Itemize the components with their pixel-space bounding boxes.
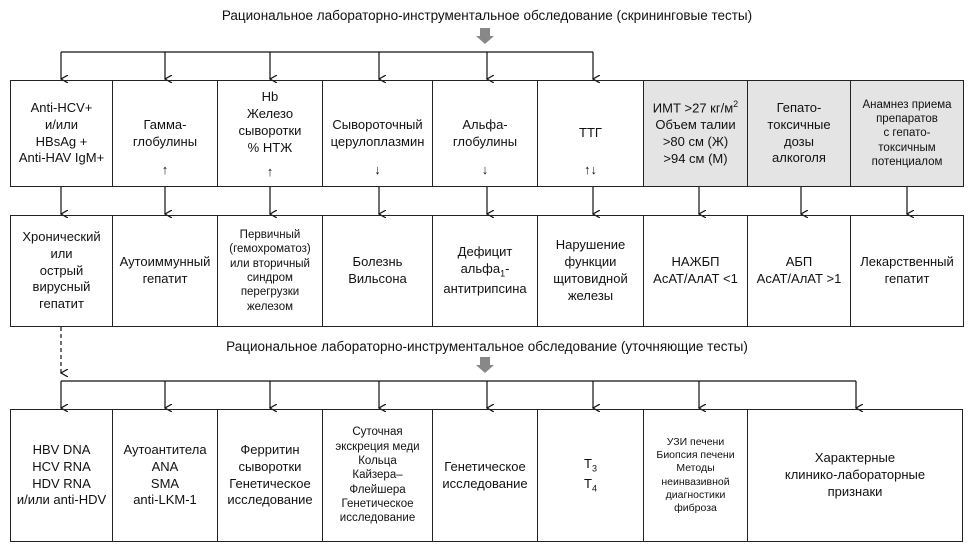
screening-test-label: Сывороточный церулоплазмин [330,116,425,149]
up-down-arrow-icon: ↑↓ [584,162,597,178]
increase-arrow-icon: ↑ [266,164,274,180]
increase-arrow-icon: ↑ [161,162,169,178]
clarifying-tests-row [10,409,963,542]
diagnosis-drug-induced-hepatitis: Лекарственный гепатит [850,215,964,327]
screening-title: Рациональное лабораторно-инструментальное обследование (скрининговые тесты) [221,8,753,23]
screening-test-alcohol: Гепато- токсичные дозы алкоголя [747,80,851,187]
clarifying-test-thyroid-hormones [537,409,644,542]
screening-test-tsh [537,80,644,187]
clarifying-test-copper: Суточная экскреция меди Кольца Кайзера– Флейшера Генетическое исследование [322,409,433,542]
clarifying-test-genetic: Генетическое исследование [432,409,538,542]
clarifying-test-viral-pcr: HBV DNA HCV RNA HDV RNA и/или anti-HDV [10,409,113,542]
screening-tests-row [10,80,964,187]
screening-test-drug-history: Анамнез приема препаратов с гепато- токсичным потенциалом [850,80,964,187]
diagnosis-ald: АБП АсАТ/АлАТ >1 [747,215,851,327]
clarifying-test-liver-imaging: УЗИ печени Биопсия печени Методы неинвазивной диагностики фиброза [643,409,748,542]
screening-test-viral-markers: Anti-HCV+ и/или HBsAg + Anti-HAV IgM+ [10,80,113,187]
screening-test-label: Альфа- глобулины [452,116,518,149]
bmi-line: ИМТ >27 $кг/м^2$ [652,99,739,116]
screening-test-bmi-waist [643,80,748,187]
screening-test-iron [217,80,323,187]
diagnosis-viral-hepatitis: Хронический или острый вирусный гепатит [10,215,113,327]
bottom-bus-arrows [61,381,856,408]
t3-label: $T_3$ [584,456,597,474]
diagnosis-thyroid-dysfunction: Нарушение функции щитовидной железы [537,215,644,327]
top-bus-arrows [61,52,593,79]
diagnoses-row [10,215,964,327]
gray-arrow-top [476,28,494,44]
screening-test-label: Гамма- глобулины [132,116,198,149]
diagnosis-a1at-deficiency: Дефицит альфа$_1$- антитрипсина [432,215,538,327]
t4-label: $T_4$ [584,475,597,494]
diagnosis-iron-overload: Первичный (гемохроматоз) или вторичный синдром перегрузки железом [217,215,323,327]
decrease-arrow-icon: ↓ [374,162,381,178]
screening-test-ceruloplasmin [322,80,433,187]
diagnosis-wilson-disease: Болезнь Вильсона [322,215,433,327]
clarifying-test-autoantibodies: Аутоантитела ANA SMA anti-LKM-1 [112,409,218,542]
clarifying-test-ferritin: Ферритин сыворотки Генетическое исследование [217,409,323,542]
row1-to-row2-arrows [61,187,907,214]
clarifying-title: Рациональное лабораторно-инструментальное обследование (уточняющие тесты) [226,339,748,354]
screening-test-gamma-globulins [112,80,218,187]
decrease-arrow-icon: ↓ [481,162,489,178]
gray-arrow-bottom [476,357,494,373]
screening-test-label: Hb Железо сыворотки % НТЖ [238,89,302,155]
screening-test-label: ТТГ [579,125,602,141]
diagnosis-nafld: НАЖБП АсАТ/АлАТ <1 [643,215,748,327]
diagnosis-autoimmune-hepatitis: Аутоиммунный гепатит [112,215,218,327]
waist-lines: Объем талии >80 см (Ж) >94 см (М) [655,117,736,167]
clarifying-test-clinical-signs: Характерные клинико-лабораторные признаки [747,409,963,542]
screening-test-alpha-globulins [432,80,538,187]
